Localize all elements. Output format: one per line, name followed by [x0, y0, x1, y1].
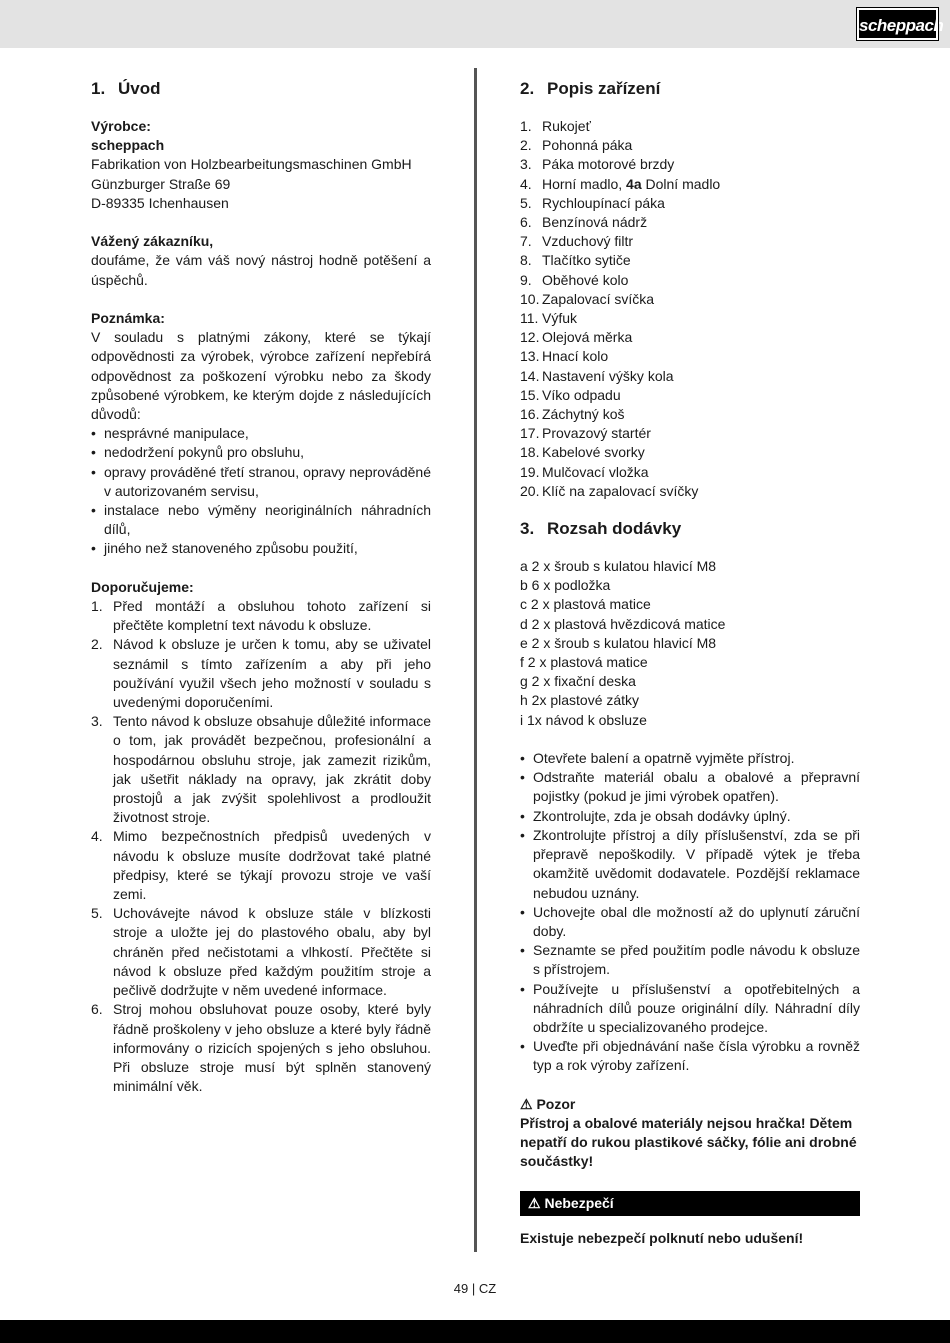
list-item: • Odstraňte materiál obalu a obalové a přepravní pojistky (pokud je jimi výrobek opatřen).	[520, 768, 860, 806]
part-name: Dolní madlo	[641, 175, 721, 192]
header-bar	[0, 0, 950, 48]
address-line: Fabrikation von Holzbearbeitungsmaschinen GmbH	[91, 156, 412, 173]
part-name: Benzínová nádrž	[542, 214, 648, 231]
part-number: 6.	[520, 214, 532, 231]
list-item	[91, 597, 431, 635]
dear-text: doufáme, že vám váš nový nástroj hodně potěšení a úspěchů.	[91, 252, 431, 288]
part-name: Zapalovací svíčka	[542, 290, 655, 307]
dear-label: Vážený zákazníku,	[91, 233, 214, 250]
part-name: Záchytný koš	[542, 406, 625, 423]
part-name: Vzduchový filtr	[542, 233, 634, 250]
part-number: 5.	[520, 194, 532, 211]
list-item: • jiného než stanoveného způsobu použití,	[91, 539, 431, 558]
part-item	[520, 328, 860, 347]
part-name: Pohonná páka	[542, 137, 633, 154]
part-name: Rychloupínací páka	[542, 194, 665, 211]
item-number: 2.	[91, 636, 103, 653]
section-description	[520, 78, 860, 1248]
list-item: • Uveďte při objednávání naše čísla výrobku a rovněž typ a rok výroby zařízení.	[520, 1037, 860, 1075]
recommendation-list	[91, 597, 431, 1096]
item-text: Tento návod k obsluze obsahuje důležité informace o tom, jak provádět bezpečnou, profesionální a hospodárnou obsluhu stroje, jak zamezit rizikům, jak ušetřit náklady na opravy, jak zkrátit doby prostojů a jak zvýšit spolehlivost a prodloužit životnost stroje.	[113, 713, 431, 826]
item-text: Návod k obsluze je určen k tomu, aby se uživatel seznámil s tímto zařízením a aby při jeho používání využil všech jeho možností v souladu s uvedenými doporučeními.	[113, 636, 431, 711]
list-item: • opravy prováděné třetí stranou, opravy neprováděné v autorizovaném servisu,	[91, 463, 431, 501]
section-intro	[91, 78, 431, 1096]
list-item: • nesprávné manipulace,	[91, 424, 431, 443]
unpacking-bullets	[520, 749, 860, 1075]
part-number: 10.	[520, 290, 540, 307]
rec-label: Doporučujeme:	[91, 578, 194, 595]
maker-label: Výrobce:	[91, 118, 151, 134]
note-label: Poznámka:	[91, 310, 165, 326]
part-number: 20.	[520, 482, 540, 499]
danger-text: Existuje nebezpečí polknutí nebo udušení!	[520, 1229, 804, 1246]
part-number: 3.	[520, 156, 532, 173]
part-number: 11.	[520, 310, 539, 327]
part-name: Olejová měrka	[542, 329, 633, 346]
note-text: V souladu s platnými zákony, které se týkají odpovědnosti za výrobek, výrobce zařízení nepřebírá odpovědnost za poškození výrobku nebo za škody způsobené výrobkem, ke kterým dojde z následujících důvodů:	[91, 329, 431, 423]
part-item	[520, 194, 860, 213]
caution-label: Pozor	[536, 1095, 576, 1112]
part-item	[520, 117, 860, 136]
address-line: Günzburger Straße 69	[91, 175, 231, 192]
part-item	[520, 347, 860, 366]
part-item	[520, 155, 860, 174]
part-item	[520, 424, 860, 443]
section-heading: 1. Úvod	[91, 79, 161, 98]
part-name: Oběhové kolo	[542, 271, 629, 288]
item-number: 5.	[91, 905, 103, 922]
danger-banner: ⚠ Nebezpečí	[520, 1191, 860, 1216]
supply-item: g 2 x fixační deska	[520, 673, 636, 690]
section-heading: 3. Rozsah dodávky	[520, 519, 682, 539]
part-number: 14.	[520, 367, 540, 384]
part-name: Provazový startér	[542, 425, 651, 442]
part-number: 9.	[520, 271, 532, 288]
supply-item: i 1x návod k obsluze	[520, 711, 647, 728]
part-name: Klíč na zapalovací svíčky	[542, 482, 699, 499]
part-number: 17.	[520, 425, 540, 442]
part-name: Rukojeť	[542, 118, 591, 134]
maker-name: scheppach	[91, 137, 165, 154]
item-text: Mimo bezpečnostních předpisů uvedených v návodu k obsluze musíte dodržovat také platné předpisy, které se týkají provozu stroje ve vaší zemi.	[113, 828, 431, 903]
part-item	[520, 367, 860, 386]
scheppach-logo: scheppach	[857, 8, 938, 40]
part-name: Páka motorové brzdy	[542, 156, 675, 173]
part-item	[520, 482, 860, 501]
section-heading: 2. Popis zařízení	[520, 79, 661, 98]
list-item: • nedodržení pokynů pro obsluhu,	[91, 443, 431, 462]
part-number: 7.	[520, 233, 532, 250]
list-item	[91, 1000, 431, 1096]
caution-text: Přístroj a obalové materiály nejsou hračka! Dětem nepatří do rukou plastikové sáčky, fólie ani drobné součástky!	[520, 1114, 857, 1170]
item-text: Před montáží a obsluhou tohoto zařízení si přečtěte kompletní text návodu k obsluze.	[113, 598, 431, 634]
list-item: • Uchovejte obal dle možností až do uplynutí záruční doby.	[520, 903, 860, 941]
part-number: 12.	[520, 329, 540, 346]
part-number: 18.	[520, 444, 540, 461]
item-number: 3.	[91, 713, 103, 730]
list-item: • Používejte u příslušenství a opotřebitelných a náhradních dílů pouze originální díly. Náhradní díly obdržíte u specializovaného prodejce.	[520, 980, 860, 1038]
part-item	[520, 213, 860, 232]
supply-item: c 2 x plastová matice	[520, 596, 651, 613]
list-item: • Zkontrolujte, zda je obsah dodávky úplný.	[520, 807, 860, 826]
part-number: 4.	[520, 175, 532, 192]
supply-item: d 2 x plastová hvězdicová matice	[520, 615, 726, 632]
column-divider	[474, 68, 477, 1252]
page-number: 49 | CZ	[453, 1281, 497, 1296]
part-item	[520, 405, 860, 424]
list-item	[91, 712, 431, 827]
part-name: Hnací kolo	[542, 348, 609, 365]
list-item	[91, 827, 431, 904]
part-sub-number: 4a	[626, 175, 642, 192]
part-number: 19.	[520, 463, 540, 480]
supply-item: h 2x plastové zátky	[520, 692, 640, 709]
supply-item: f 2 x plastová matice	[520, 654, 648, 671]
part-number: 2.	[520, 137, 532, 154]
part-item	[520, 251, 860, 270]
list-item: • Otevřete balení a opatrně vyjměte přístroj.	[520, 749, 860, 768]
note-bullets	[91, 424, 431, 558]
list-item: • instalace nebo výměny neoriginálních náhradních dílů,	[91, 501, 431, 539]
part-number: 8.	[520, 252, 532, 269]
part-name: Horní madlo,	[542, 175, 627, 192]
part-number: 1.	[520, 118, 532, 134]
list-item: • Seznamte se před použitím podle návodu k obsluze s přístrojem.	[520, 941, 860, 979]
maker-address	[91, 155, 431, 213]
list-item	[91, 904, 431, 1000]
part-name: Tlačítko sytiče	[542, 252, 631, 269]
item-number: 1.	[91, 598, 103, 615]
part-item	[520, 443, 860, 462]
part-item	[520, 136, 860, 155]
item-text: Stroj mohou obsluhovat pouze osoby, které byly řádně proškoleny v jeho obsluze a které byly řádně informovány o rizicích spojených s jeho obsluhou. Při obsluze stroje musí být splněn stanovený minimální věk.	[113, 1001, 431, 1095]
part-item	[520, 463, 860, 482]
supply-item: b 6 x podložka	[520, 577, 611, 594]
supply-item: e 2 x šroub s kulatou hlavicí M8	[520, 634, 717, 651]
address-line: D-89335 Ichenhausen	[91, 194, 229, 211]
supply-item: a 2 x šroub s kulatou hlavicí M8	[520, 558, 717, 575]
part-name: Mulčovací vložka	[542, 463, 649, 480]
part-name: Víko odpadu	[542, 386, 621, 403]
part-item	[520, 232, 860, 251]
part-number: 13.	[520, 348, 540, 365]
part-name: Kabelové svorky	[542, 444, 645, 461]
part-item	[520, 271, 860, 290]
item-number: 6.	[91, 1001, 103, 1018]
parts-list	[520, 117, 860, 501]
part-item	[520, 290, 860, 309]
list-item	[91, 635, 431, 712]
part-name: Nastavení výšky kola	[542, 367, 674, 384]
item-text: Uchovávejte návod k obsluze stále v blízkosti stroje a uložte jej do plastového obalu, aby byl chráněn před nečistotami a vlhkostí. Přečtěte si návod k obsluze před každým použitím stroje a pečlivě dodržujte v něm uvedené informace.	[113, 905, 431, 999]
part-item	[520, 309, 860, 328]
warning-icon: ⚠	[528, 1194, 541, 1211]
part-name: Výfuk	[542, 310, 578, 327]
item-number: 4.	[91, 828, 103, 845]
supply-list	[520, 557, 860, 730]
part-item	[520, 386, 860, 405]
part-number: 16.	[520, 406, 540, 423]
warning-icon: ⚠	[520, 1095, 533, 1112]
part-number: 15.	[520, 386, 540, 403]
footer-bar	[0, 1320, 950, 1343]
list-item: • Zkontrolujte přístroj a díly příslušenství, zda se při přepravě nepoškodily. V případě výtek je třeba okamžitě uvědomit dodavatele. Pozdější reklamace nebudou uznány.	[520, 826, 860, 903]
part-item	[520, 175, 860, 194]
